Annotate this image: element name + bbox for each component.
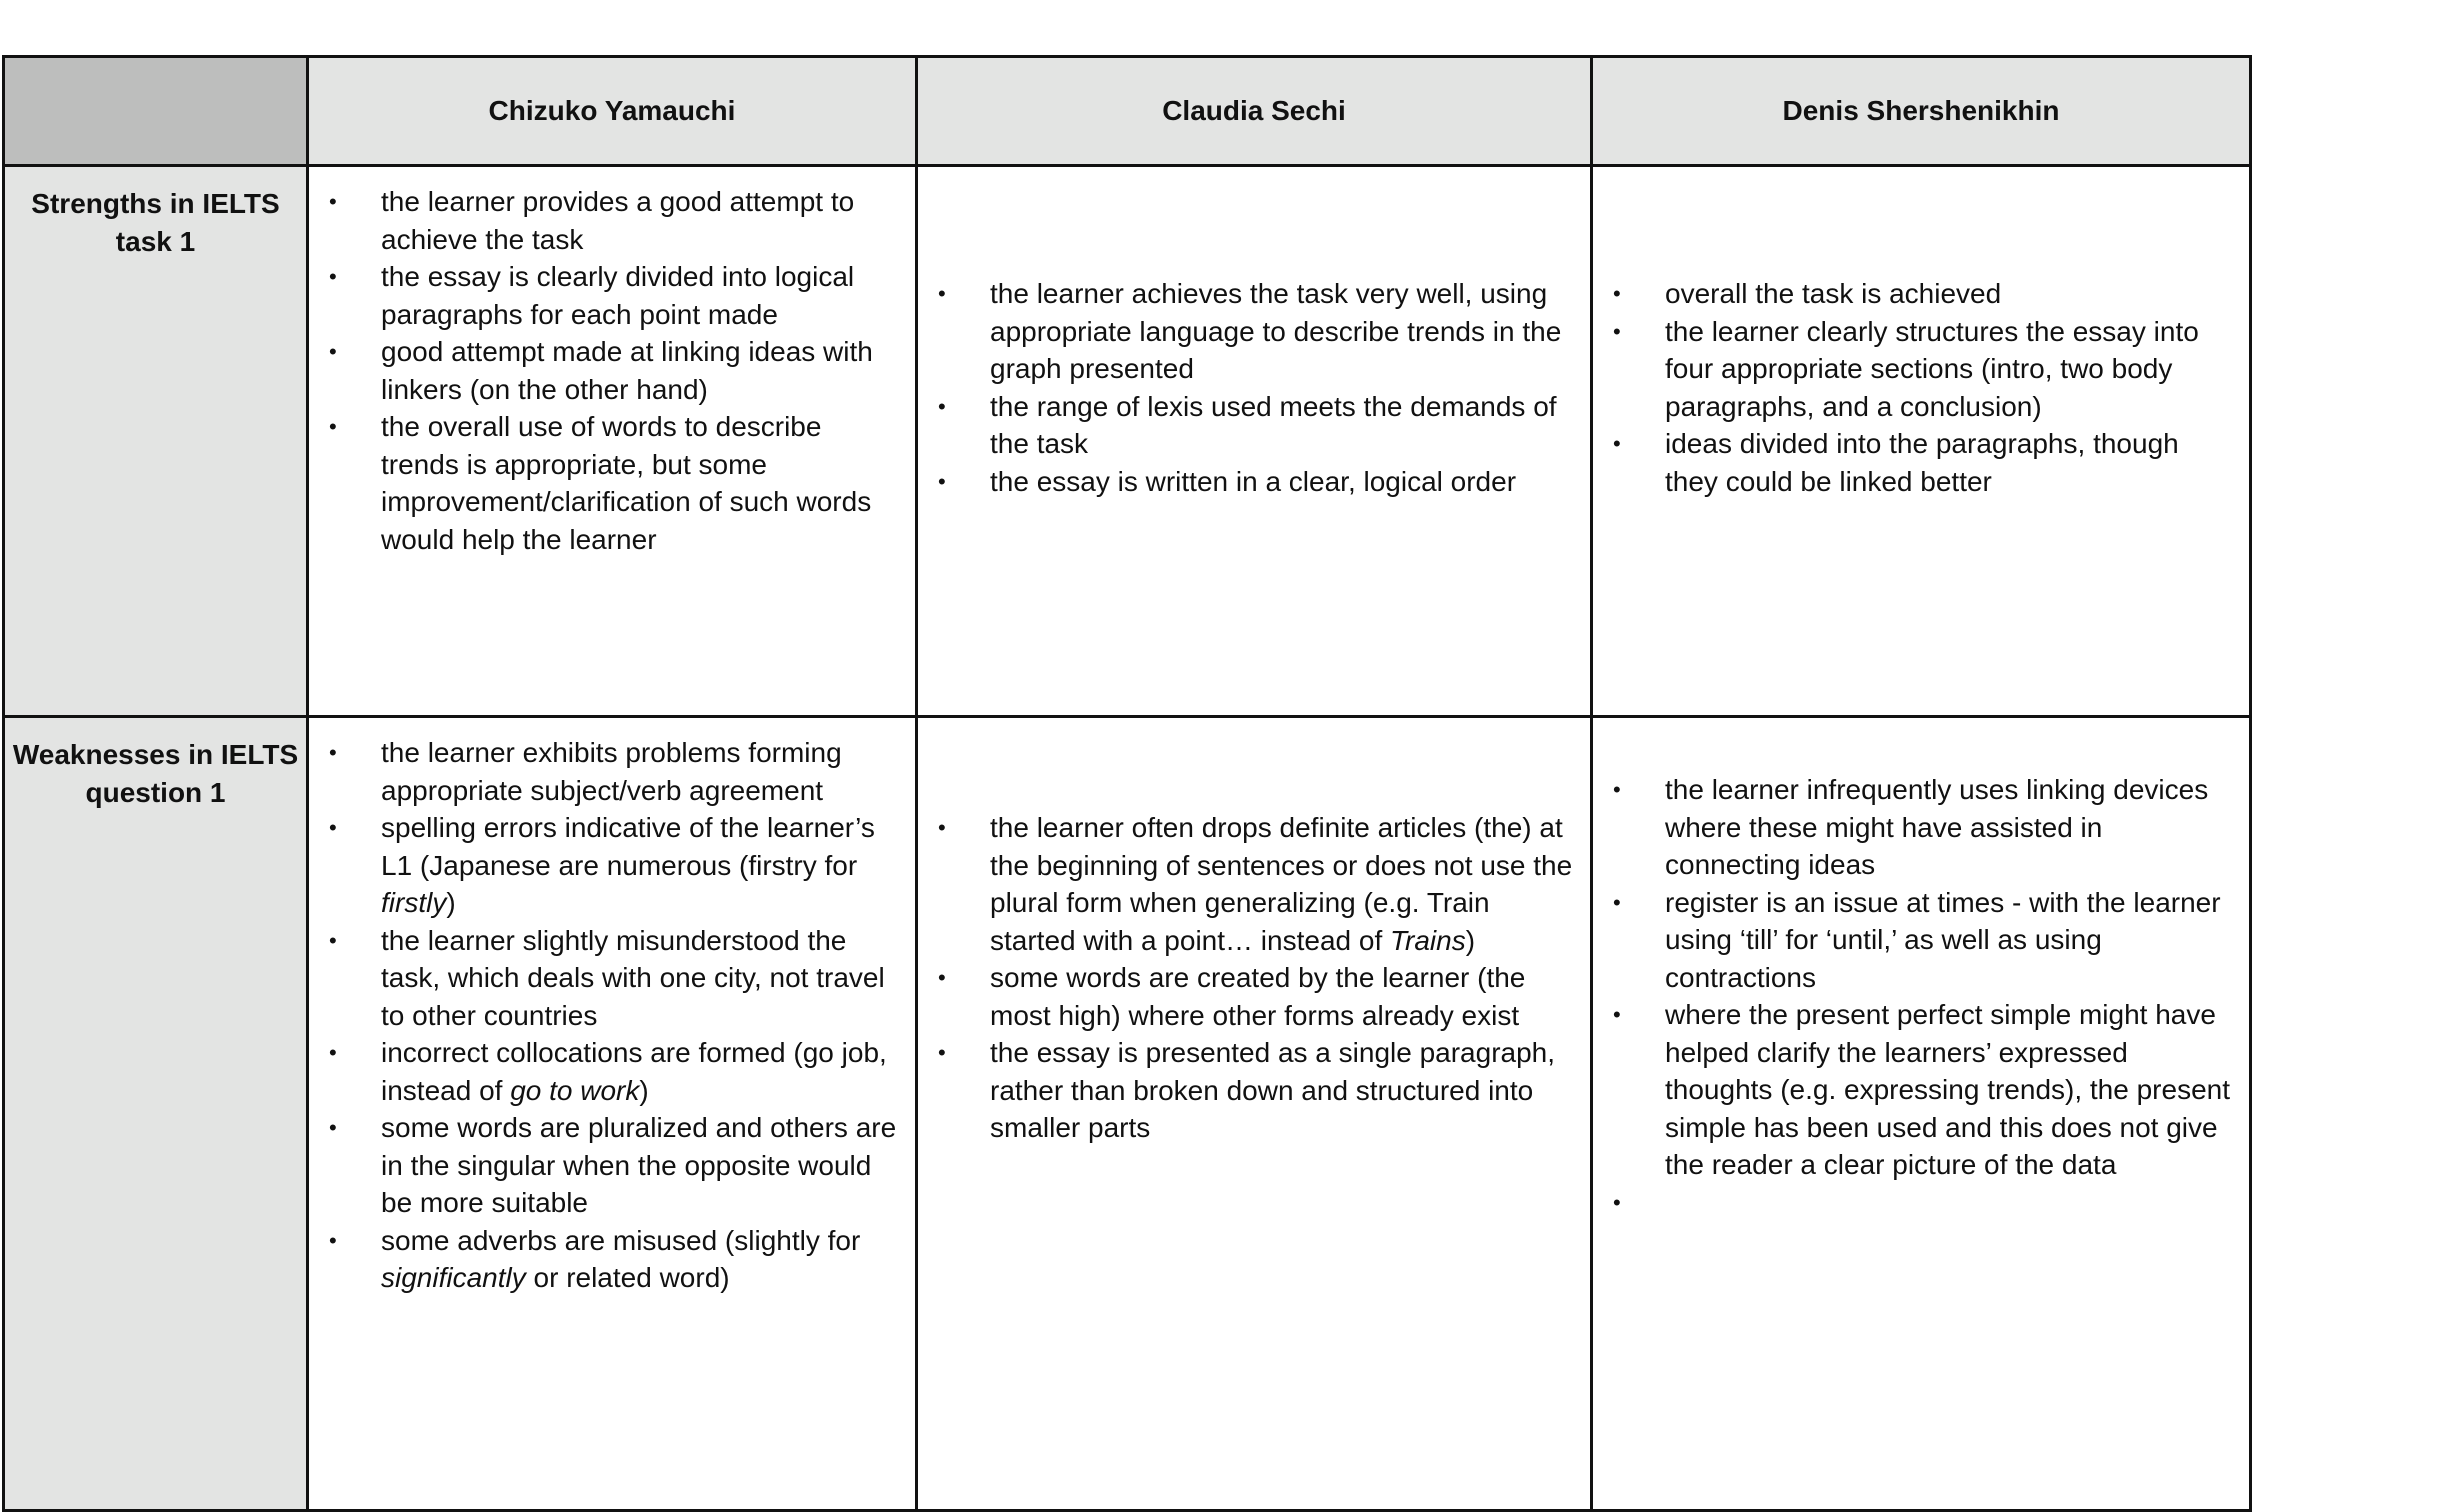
item-text: ) xyxy=(1465,924,1476,956)
bullet-icon: • xyxy=(329,815,337,840)
list-item xyxy=(309,1222,915,1297)
cell-strengths-chizuko xyxy=(308,166,917,717)
strengths-row xyxy=(4,166,2251,717)
bullet-icon: • xyxy=(938,965,946,990)
item-text: the learner slightly misunderstood the task, which deals with one city, not travel to other countries xyxy=(381,924,885,1031)
list-item xyxy=(1593,884,2249,997)
bullet-icon: • xyxy=(1613,281,1621,306)
bullet-icon: • xyxy=(329,1227,337,1253)
list-item xyxy=(1593,1184,2249,1222)
item-text: the learner often drops definite articles (the) at the beginning of sentences or does not use the plural form when generalizing (e.g. Train started with a point… instead of xyxy=(990,812,1573,956)
item-text: ) xyxy=(446,887,456,918)
column-header-denis: Denis Shershenikhin xyxy=(1592,57,2251,166)
item-text: the learner achieves the task very well, using appropriate language to describe trends in the graph presented xyxy=(990,278,1562,384)
list-item xyxy=(309,1109,915,1222)
item-text: ) xyxy=(639,1074,649,1106)
item-text: incorrect collocations are formed (go job, instead of xyxy=(381,1037,887,1106)
row-label-weaknesses: Weaknesses in IELTS question 1 xyxy=(4,717,308,1511)
item-text: the essay is written in a clear, logical order xyxy=(990,465,1517,497)
row-label-strengths: Strengths in IELTS task 1 xyxy=(4,166,308,717)
bullet-icon: • xyxy=(938,281,946,306)
bullet-list xyxy=(918,275,1590,500)
item-text: the overall use of words to describe trends is appropriate, but some improvement/clarification of such words would help the learner xyxy=(381,411,872,555)
cell-weaknesses-denis xyxy=(1592,717,2251,1511)
item-text: some words are created by the learner (the most high) where other forms already exist xyxy=(990,962,1526,1031)
list-item xyxy=(1593,313,2249,426)
bullet-icon: • xyxy=(329,740,337,765)
italic-text: firstly xyxy=(381,887,447,918)
italic-text: Trains xyxy=(1390,924,1466,956)
item-text: overall the task is achieved xyxy=(1665,278,2002,309)
feedback-table xyxy=(2,55,2252,1512)
item-text: the learner infrequently uses linking devices where these might have assisted in connecting ideas xyxy=(1665,774,2209,880)
list-item xyxy=(309,922,915,1035)
item-text: the essay is presented as a single paragraph, rather than broken down and structured into smaller parts xyxy=(990,1037,1556,1143)
item-text: the learner clearly structures the essay into four appropriate sections (intro, two body paragraphs, and a conclusion) xyxy=(1665,315,2199,422)
list-item xyxy=(309,809,915,922)
item-text: or related word) xyxy=(525,1262,730,1293)
bullet-icon: • xyxy=(938,468,946,494)
bullet-list xyxy=(1593,771,2249,1221)
list-item xyxy=(918,1034,1590,1147)
corner-cell xyxy=(4,57,308,166)
bullet-icon: • xyxy=(329,189,337,214)
list-item xyxy=(309,258,915,333)
item-text: register is an issue at times - with the learner using ‘till’ for ‘until,’ as well as using contractions xyxy=(1665,886,2221,993)
bullet-icon: • xyxy=(1613,1189,1621,1215)
bullet-icon: • xyxy=(1613,777,1621,802)
item-text: the essay is clearly divided into logical paragraphs for each point made xyxy=(381,261,855,330)
list-item xyxy=(918,275,1590,388)
item-text: the learner provides a good attempt to achieve the task xyxy=(381,186,855,255)
header-row xyxy=(4,57,2251,166)
list-item xyxy=(309,183,915,258)
cell-weaknesses-claudia xyxy=(917,717,1592,1511)
bullet-icon: • xyxy=(329,927,337,953)
item-text: the range of lexis used meets the demands of the task xyxy=(990,390,1557,459)
bullet-icon: • xyxy=(1613,318,1621,344)
bullet-icon: • xyxy=(938,1040,946,1065)
cell-strengths-denis xyxy=(1592,166,2251,717)
list-item xyxy=(309,333,915,408)
italic-text: significantly xyxy=(381,1262,526,1293)
item-text: spelling errors indicative of the learner’s L1 (Japanese are numerous (firstry for xyxy=(381,812,875,881)
bullet-icon: • xyxy=(1613,1002,1621,1027)
bullet-icon: • xyxy=(329,414,337,439)
list-item xyxy=(309,734,915,809)
item-text: ideas divided into the paragraphs, though they could be linked better xyxy=(1665,428,2179,497)
item-text: some adverbs are misused (slightly for xyxy=(381,1224,861,1256)
bullet-icon: • xyxy=(329,339,337,364)
list-item xyxy=(1593,771,2249,884)
list-item xyxy=(309,408,915,558)
list-item xyxy=(309,1034,915,1109)
bullet-icon: • xyxy=(1613,889,1621,915)
bullet-icon: • xyxy=(938,393,946,419)
bullet-list xyxy=(309,734,915,1297)
bullet-list xyxy=(918,809,1590,1147)
list-item xyxy=(918,959,1590,1034)
list-item xyxy=(918,809,1590,959)
column-header-claudia: Claudia Sechi xyxy=(917,57,1592,166)
bullet-icon: • xyxy=(329,264,337,289)
cell-strengths-claudia xyxy=(917,166,1592,717)
bullet-icon: • xyxy=(329,1040,337,1065)
item-text: some words are pluralized and others are in the singular when the opposite would be more suitable xyxy=(381,1112,897,1218)
bullet-list xyxy=(1593,275,2249,500)
list-item xyxy=(918,388,1590,463)
list-item xyxy=(918,463,1590,501)
list-item xyxy=(1593,275,2249,313)
bullet-list xyxy=(309,183,915,558)
bullet-icon: • xyxy=(1613,431,1621,456)
italic-text: go to work xyxy=(510,1074,640,1106)
list-item xyxy=(1593,425,2249,500)
bullet-icon: • xyxy=(938,815,946,840)
cell-weaknesses-chizuko xyxy=(308,717,917,1511)
bullet-icon: • xyxy=(329,1115,337,1140)
item-text: where the present perfect simple might have helped clarify the learners’ expressed thoughts (e.g. expressing trends), the present simple has been used and this does not give the reader a clear picture of the data xyxy=(1665,999,2230,1180)
item-text: the learner exhibits problems forming appropriate subject/verb agreement xyxy=(381,737,842,806)
weaknesses-row xyxy=(4,717,2251,1511)
column-header-chizuko: Chizuko Yamauchi xyxy=(308,57,917,166)
item-text: good attempt made at linking ideas with linkers (on the other hand) xyxy=(381,336,873,405)
list-item xyxy=(1593,996,2249,1184)
